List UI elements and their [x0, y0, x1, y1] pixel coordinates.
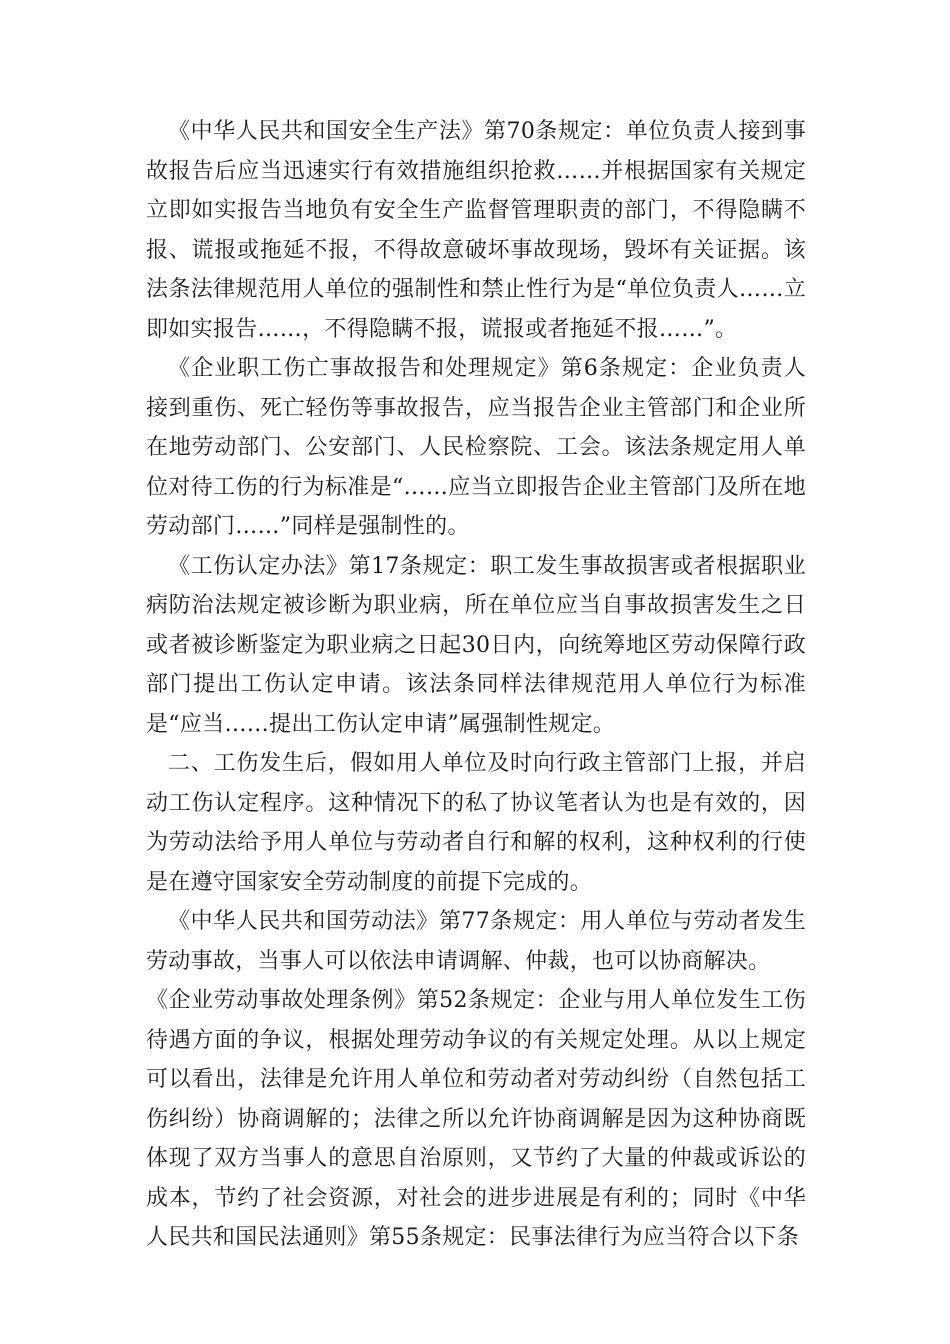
- document-body: [146, 112, 806, 1258]
- paragraph-labor-law-art77: 《中华人民共和国劳动法》第77条规定：用人单位与劳动者发生劳动事故，当事人可以依法申请调解、仲裁，也可以协商解决。: [146, 909, 806, 974]
- paragraph-section-two: 二、工伤发生后，假如用人单位及时向行政主管部门上报，并启动工伤认定程序。这种情况下的私了协议笔者认为也是有效的，因为劳动法给予用人单位与劳动者自行和解的权利，这种权利的行使是在遵守国家安全劳动制度的前提下完成的。: [146, 751, 806, 895]
- paragraph-accident-regulation-art52: 《企业劳动事故处理条例》第52条规定：企业与用人单位发生工伤待遇方面的争议，根据处理劳动争议的有关规定处理。从以上规定可以看出，法律是允许用人单位和劳动者对劳动纠纷（自然包括工伤纠纷）协商调解的；法律之所以允许协商调解是因为这种协商既体现了双方当事人的意思自治原则，又节约了大量的仲裁或诉讼的成本，节约了社会资源，对社会的进步进展是有利的；同时《中华人民共和国民法通则》第55条规定：民事法律行为应当符合以下条: [146, 988, 806, 1250]
- paragraph-safety-law-art70: 《中华人民共和国安全生产法》第70条规定：单位负责人接到事故报告后应当迅速实行有效措施组织抢救……并根据国家有关规定立即如实报告当地负有安全生产监督管理职责的部门，不得隐瞒不报、谎报或拖延不报，不得故意破坏事故现场，毁坏有关证据。该法条法律规范用人单位的强制性和禁止性行为是“单位负责人……立即如实报告……，不得隐瞒不报，谎报或者拖延不报……”。: [146, 119, 806, 342]
- paragraph-accident-report-rules-art6: 《企业职工伤亡事故报告和处理规定》第6条规定：企业负责人接到重伤、死亡轻伤等事故报告，应当报告企业主管部门和企业所在地劳动部门、公安部门、人民检察院、工会。该法条规定用人单位对待工伤的行为标准是“……应当立即报告企业主管部门及所在地劳动部门……”同样是强制性的。: [146, 356, 806, 539]
- paragraph-injury-recognition-art17: 《工伤认定办法》第17条规定：职工发生事故损害或者根据职业病防治法规定被诊断为职业病，所在单位应当自事故损害发生之日或者被诊断鉴定为职业病之日起30日内，向统筹地区劳动保障行政部门提出工伤认定申请。该法条同样法律规范用人单位行为标准是“应当……提出工伤认定申请”属强制性规定。: [146, 553, 806, 737]
